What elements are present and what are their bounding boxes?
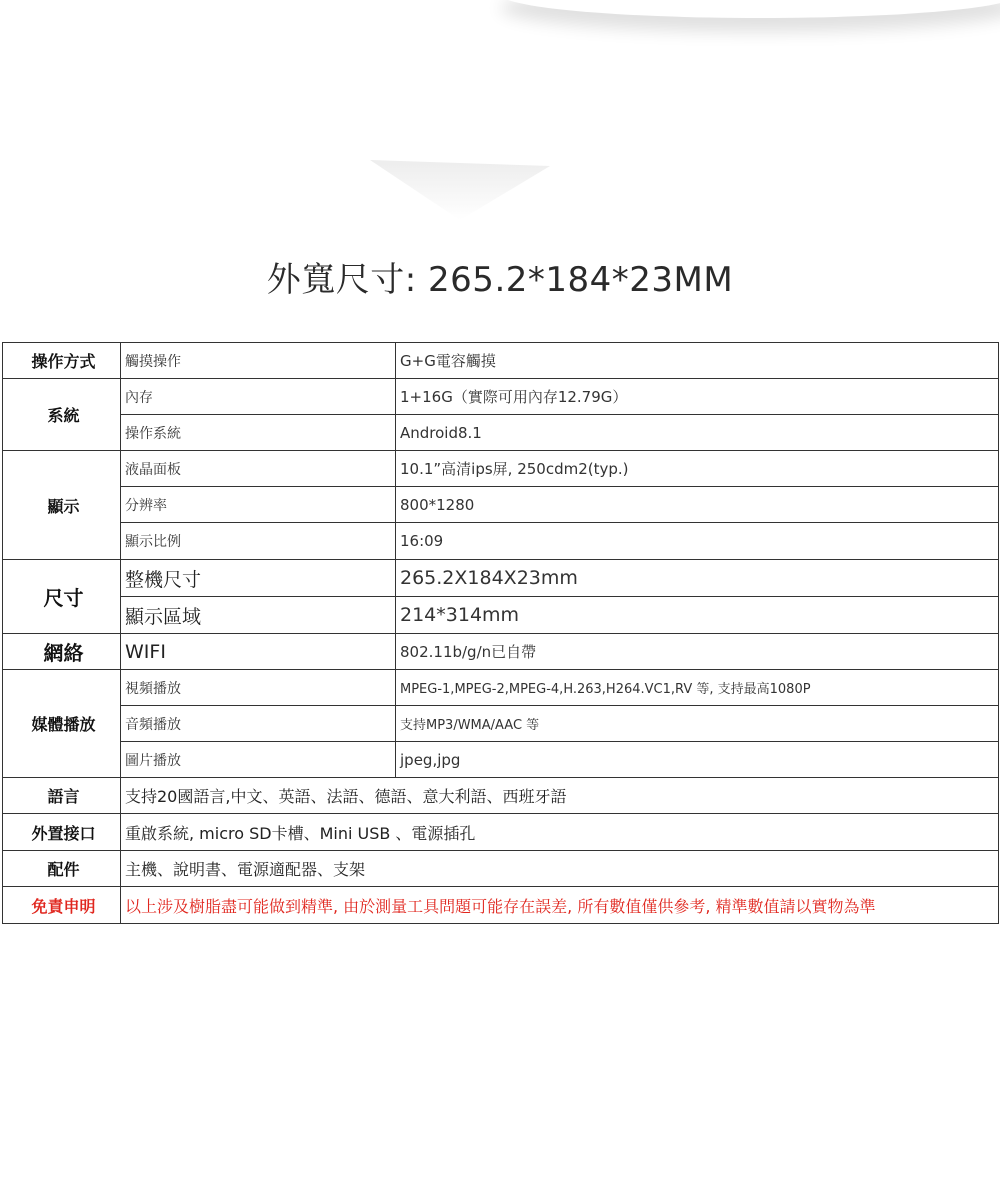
category-disclaimer: 免責申明 [3,887,121,924]
spec-value: Android8.1 [396,415,999,451]
category-language: 語言 [3,778,121,814]
spec-value: G+G電容觸摸 [396,343,999,379]
spec-value: 重啟系統, micro SD卡槽、Mini USB 、電源插孔 [121,814,999,851]
category-display: 顯示 [3,451,121,560]
spec-label: 音頻播放 [121,706,396,742]
table-row [3,343,999,379]
spec-value: 800*1280 [396,487,999,523]
table-row [3,778,999,814]
spec-value: 16:09 [396,523,999,560]
category-network: 網絡 [3,634,121,670]
category-size: 尺寸 [3,560,121,634]
page-title: 外寬尺寸: 265.2*184*23MM [266,260,734,300]
spec-table [2,342,999,924]
spec-value: jpeg,jpg [396,742,999,778]
spec-label: 視頻播放 [121,670,396,706]
table-row [3,742,999,778]
decorative-faint-shadow [370,160,550,220]
spec-label: 顯示比例 [121,523,396,560]
table-row [3,706,999,742]
spec-label: 液晶面板 [121,451,396,487]
category-system: 系統 [3,379,121,451]
spec-value: 主機、說明書、電源適配器、支架 [121,851,999,887]
decorative-shadow [500,0,1000,18]
table-row [3,851,999,887]
disclaimer-text: 以上涉及樹脂盡可能做到精準, 由於測量工具問題可能存在誤差, 所有數值僅供參考, 精準數值請以實物為準 [121,887,999,924]
category-operation: 操作方式 [3,343,121,379]
spec-value: 214*314mm [396,597,999,634]
spec-value: 支持20國語言,中文、英語、法語、德語、意大利語、西班牙語 [121,778,999,814]
spec-label: WIFI [121,634,396,670]
table-row [3,814,999,851]
spec-value: 1+16G（實際可用內存12.79G） [396,379,999,415]
table-row [3,415,999,451]
table-row [3,670,999,706]
table-row [3,634,999,670]
spec-label: 觸摸操作 [121,343,396,379]
spec-value: 支持MP3/WMA/AAC 等 [396,706,999,742]
spec-value: 265.2X184X23mm [396,560,999,597]
spec-label: 分辨率 [121,487,396,523]
spec-label: 操作系統 [121,415,396,451]
category-ports: 外置接口 [3,814,121,851]
spec-label: 整機尺寸 [121,560,396,597]
table-row [3,451,999,487]
spec-value: 10.1”高清ips屏, 250cdm2(typ.) [396,451,999,487]
category-media: 媒體播放 [3,670,121,778]
spec-value: MPEG-1,MPEG-2,MPEG-4,H.263,H264.VC1,RV 等, 支持最高1080P [396,670,999,706]
table-row [3,487,999,523]
table-row [3,887,999,924]
table-row [3,379,999,415]
category-accessories: 配件 [3,851,121,887]
spec-label: 圖片播放 [121,742,396,778]
table-row [3,560,999,597]
spec-value: 802.11b/g/n已自帶 [396,634,999,670]
table-row [3,597,999,634]
spec-label: 內存 [121,379,396,415]
spec-label: 顯示區域 [121,597,396,634]
table-row [3,523,999,560]
